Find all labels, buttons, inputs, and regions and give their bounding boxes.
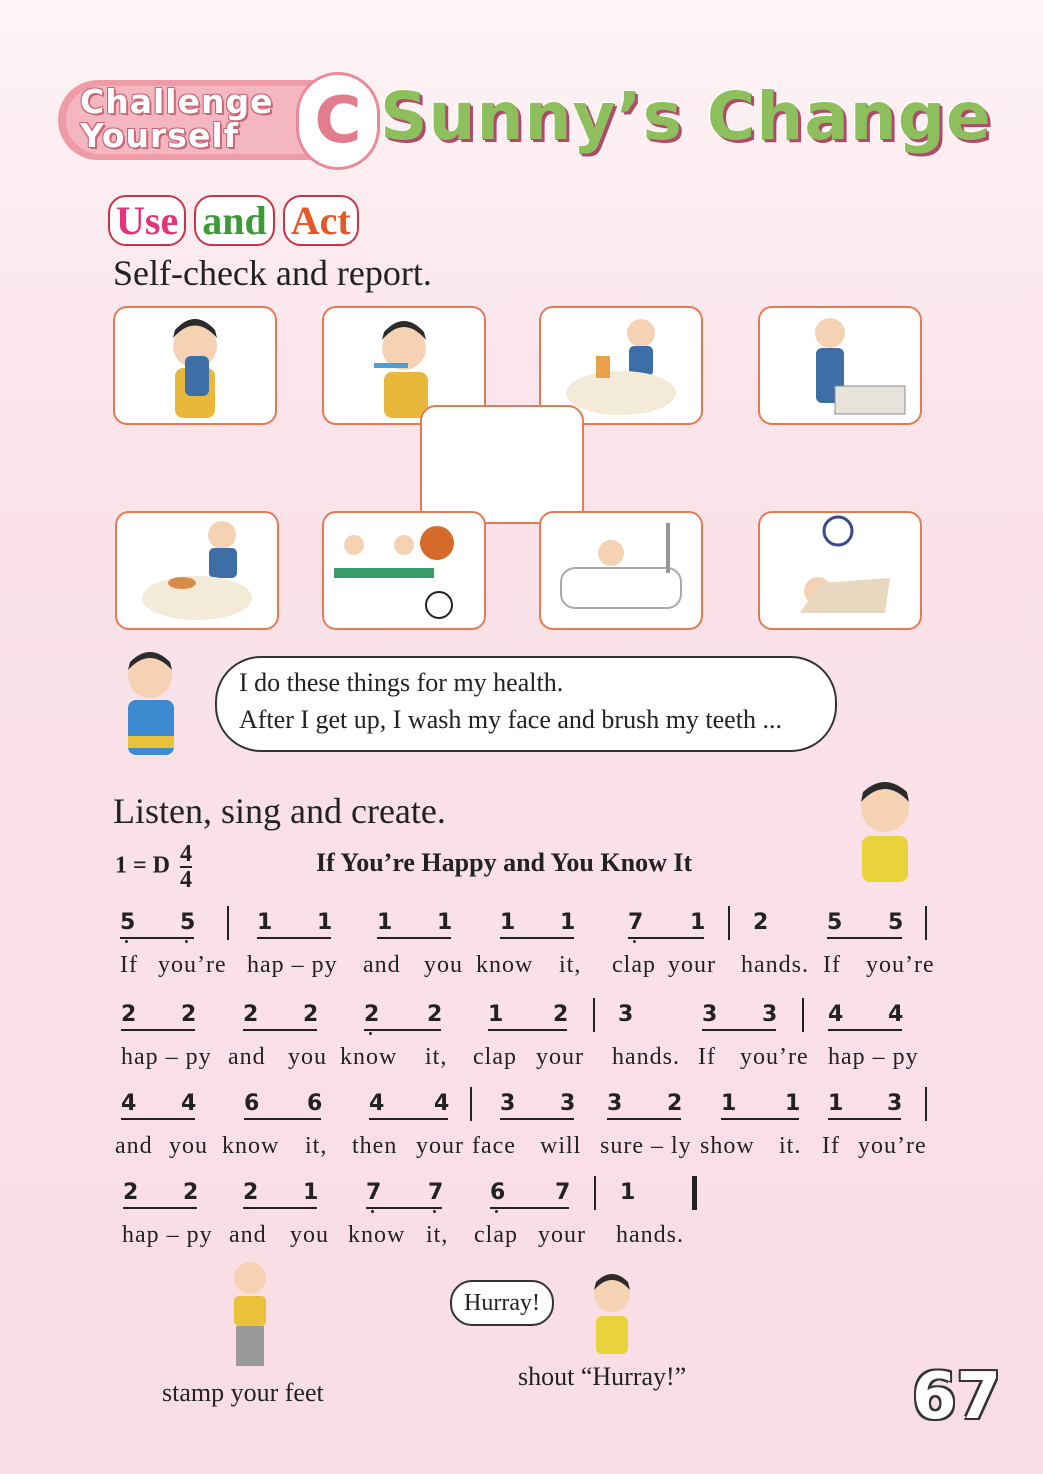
- blank-picture-box[interactable]: [420, 405, 584, 524]
- note-beam: [702, 1029, 776, 1031]
- low-octave-dot: [185, 940, 188, 943]
- lyric-word: it,: [425, 1044, 448, 1070]
- dinner-table-illustration: [117, 513, 277, 628]
- note: 3: [887, 1091, 903, 1116]
- lyric-word: your: [538, 1222, 586, 1248]
- note-beam: [500, 1118, 574, 1120]
- section-letter: C: [314, 84, 362, 158]
- picture-take-bath: [539, 511, 703, 630]
- lyric-word: you: [288, 1044, 327, 1070]
- boy-pointing-illustration: [118, 648, 208, 768]
- lyric-word: clap: [473, 1044, 517, 1070]
- lyric-word: and: [363, 952, 401, 978]
- note: 1: [500, 910, 516, 935]
- note-beam: [121, 1118, 195, 1120]
- note: 7: [628, 910, 644, 935]
- lyric-word: then: [352, 1133, 398, 1159]
- lyric-word: If: [822, 1133, 840, 1159]
- lyric-word: hap – py: [121, 1044, 212, 1070]
- bar-line: [802, 998, 804, 1032]
- note: 2: [121, 1002, 137, 1027]
- lyric-word: you’re: [740, 1044, 809, 1070]
- note: 2: [243, 1002, 259, 1027]
- lyric-word: know: [340, 1044, 398, 1070]
- lyric-word: know: [348, 1222, 406, 1248]
- bar-line: [227, 906, 229, 940]
- low-octave-dot: [433, 1210, 436, 1213]
- lyric-word: it,: [426, 1222, 449, 1248]
- note: 2: [123, 1180, 139, 1205]
- page-title: Sunny’s Change: [380, 78, 992, 155]
- lyric-word: hap – py: [122, 1222, 213, 1248]
- low-octave-dot: [633, 940, 636, 943]
- song-title: If You’re Happy and You Know It: [316, 848, 693, 877]
- hurray-bubble: Hurray!: [450, 1280, 554, 1326]
- self-check-instruction: Self-check and report.: [113, 253, 432, 293]
- note: 2: [553, 1002, 569, 1027]
- heading-word-act: Act: [283, 195, 359, 246]
- note: 6: [244, 1091, 260, 1116]
- boy-stamping-illustration: [220, 1258, 280, 1376]
- lyric-word: you: [169, 1133, 208, 1159]
- time-top: 4: [180, 841, 193, 867]
- note: 2: [183, 1180, 199, 1205]
- note: 4: [181, 1091, 197, 1116]
- lyric-word: sure – ly: [600, 1133, 692, 1159]
- note: 1: [257, 910, 273, 935]
- note: 1: [690, 910, 706, 935]
- picture-wash-hands: [758, 306, 922, 425]
- note: 1: [785, 1091, 801, 1116]
- note-beam: [827, 937, 902, 939]
- note-beam: [364, 1029, 441, 1031]
- lyric-word: face: [472, 1133, 516, 1159]
- bar-line: [593, 998, 595, 1032]
- note-beam: [607, 1118, 681, 1120]
- picture-play-sports: [322, 511, 486, 630]
- note: 4: [828, 1002, 844, 1027]
- note-beam: [366, 1207, 442, 1209]
- lyric-word: your: [536, 1044, 584, 1070]
- note: 6: [307, 1091, 323, 1116]
- note: 5: [120, 910, 136, 935]
- lyric-word: and: [228, 1044, 266, 1070]
- picture-eat-dinner: [115, 511, 279, 630]
- lyric-word: hands.: [612, 1044, 680, 1070]
- note: 1: [317, 910, 333, 935]
- time-bottom: 4: [180, 867, 193, 893]
- lyric-word: will: [540, 1133, 582, 1159]
- note-beam: [120, 937, 194, 939]
- note: 7: [428, 1180, 444, 1205]
- note: 2: [667, 1091, 683, 1116]
- note-beam: [243, 1029, 317, 1031]
- lyric-word: you’re: [158, 952, 227, 978]
- lyric-word: and: [229, 1222, 267, 1248]
- picture-wash-face: [113, 306, 277, 425]
- note: 3: [702, 1002, 718, 1027]
- note: 2: [181, 1002, 197, 1027]
- heading-word-and: and: [194, 195, 275, 246]
- lyric-word: it,: [559, 952, 582, 978]
- section-label: Challenge Yourself: [80, 82, 274, 155]
- note: 4: [121, 1091, 137, 1116]
- low-octave-dot: [369, 1032, 372, 1035]
- note-beam: [244, 1118, 321, 1120]
- note: 2: [427, 1002, 443, 1027]
- note: 6: [490, 1180, 506, 1205]
- note: 1: [620, 1180, 636, 1205]
- key-label: 1 = D: [115, 852, 171, 879]
- note: 1: [488, 1002, 504, 1027]
- note: 1: [303, 1180, 319, 1205]
- lyric-word: and: [115, 1133, 153, 1159]
- picture-go-to-bed: [758, 511, 922, 630]
- time-signature: [180, 842, 192, 892]
- sink-illustration: [760, 308, 920, 423]
- lyric-word: know: [476, 952, 534, 978]
- heading-word-use: Use: [108, 195, 186, 246]
- note: 4: [888, 1002, 904, 1027]
- boy-clapping-illustration: [850, 778, 920, 886]
- bar-line: [594, 1176, 596, 1210]
- low-octave-dot: [125, 940, 128, 943]
- note: 2: [243, 1180, 259, 1205]
- lyric-word: If: [823, 952, 841, 978]
- note: 4: [369, 1091, 385, 1116]
- song-instruction: Listen, sing and create.: [113, 791, 446, 831]
- note: 1: [437, 910, 453, 935]
- sports-illustration: [324, 513, 484, 628]
- bar-line: [925, 906, 927, 940]
- speech-line-1: I do these things for my health.: [239, 668, 564, 697]
- bar-line: [925, 1087, 927, 1121]
- note-beam: [828, 1029, 902, 1031]
- lyric-word: hands.: [741, 952, 809, 978]
- lyric-word: you’re: [858, 1133, 927, 1159]
- note-beam: [377, 937, 451, 939]
- note-beam: [628, 937, 704, 939]
- note: 5: [827, 910, 843, 935]
- shout-caption: shout “Hurray!”: [518, 1362, 687, 1391]
- song-key: [115, 842, 192, 892]
- note: 3: [762, 1002, 778, 1027]
- note: 1: [721, 1091, 737, 1116]
- bathtub-illustration: [541, 513, 701, 628]
- note: 4: [434, 1091, 450, 1116]
- boy-towel-illustration: [115, 308, 275, 423]
- note: 2: [303, 1002, 319, 1027]
- bar-line: [728, 906, 730, 940]
- note-beam: [488, 1029, 567, 1031]
- note-beam: [500, 937, 574, 939]
- note: 1: [377, 910, 393, 935]
- lyric-word: clap: [474, 1222, 518, 1248]
- lyric-word: hands.: [616, 1222, 684, 1248]
- sleeping-illustration: [760, 513, 920, 628]
- note-beam: [243, 1207, 317, 1209]
- note-beam: [123, 1207, 197, 1209]
- lyric-word: you: [424, 952, 463, 978]
- bar-line: [470, 1087, 472, 1121]
- note: 7: [555, 1180, 571, 1205]
- note: 3: [560, 1091, 576, 1116]
- lyric-word: know: [222, 1133, 280, 1159]
- lyric-word: hap – py: [247, 952, 338, 978]
- low-octave-dot: [495, 1210, 498, 1213]
- note-beam: [490, 1207, 569, 1209]
- note: 1: [828, 1091, 844, 1116]
- note-beam: [257, 937, 331, 939]
- note-beam: [828, 1118, 901, 1120]
- lyric-word: If: [698, 1044, 716, 1070]
- lyric-word: it.: [779, 1133, 802, 1159]
- note: 3: [607, 1091, 623, 1116]
- lyric-word: it,: [305, 1133, 328, 1159]
- final-bar-line: [692, 1176, 697, 1210]
- page-number: 67: [912, 1360, 1002, 1434]
- lyric-word: you: [290, 1222, 329, 1248]
- lyric-word: show: [700, 1133, 755, 1159]
- note: 5: [888, 910, 904, 935]
- note: 3: [500, 1091, 516, 1116]
- note: 3: [618, 1002, 634, 1027]
- note-beam: [721, 1118, 799, 1120]
- low-octave-dot: [371, 1210, 374, 1213]
- lyric-word: hap – py: [828, 1044, 919, 1070]
- speech-line-2: After I get up, I wash my face and brush my teeth ...: [239, 705, 782, 734]
- lyric-word: If: [120, 952, 138, 978]
- note: 5: [180, 910, 196, 935]
- lyric-word: you’re: [866, 952, 935, 978]
- use-and-act-heading: [108, 195, 359, 246]
- note-beam: [369, 1118, 448, 1120]
- stamp-caption: stamp your feet: [162, 1378, 324, 1407]
- note: 7: [366, 1180, 382, 1205]
- lyric-word: clap: [612, 952, 656, 978]
- boy-shouting-illustration: [582, 1272, 642, 1360]
- lyric-word: your: [416, 1133, 464, 1159]
- note: 1: [560, 910, 576, 935]
- note: 2: [364, 1002, 380, 1027]
- lyric-word: your: [668, 952, 716, 978]
- note: 2: [753, 910, 769, 935]
- note-beam: [121, 1029, 195, 1031]
